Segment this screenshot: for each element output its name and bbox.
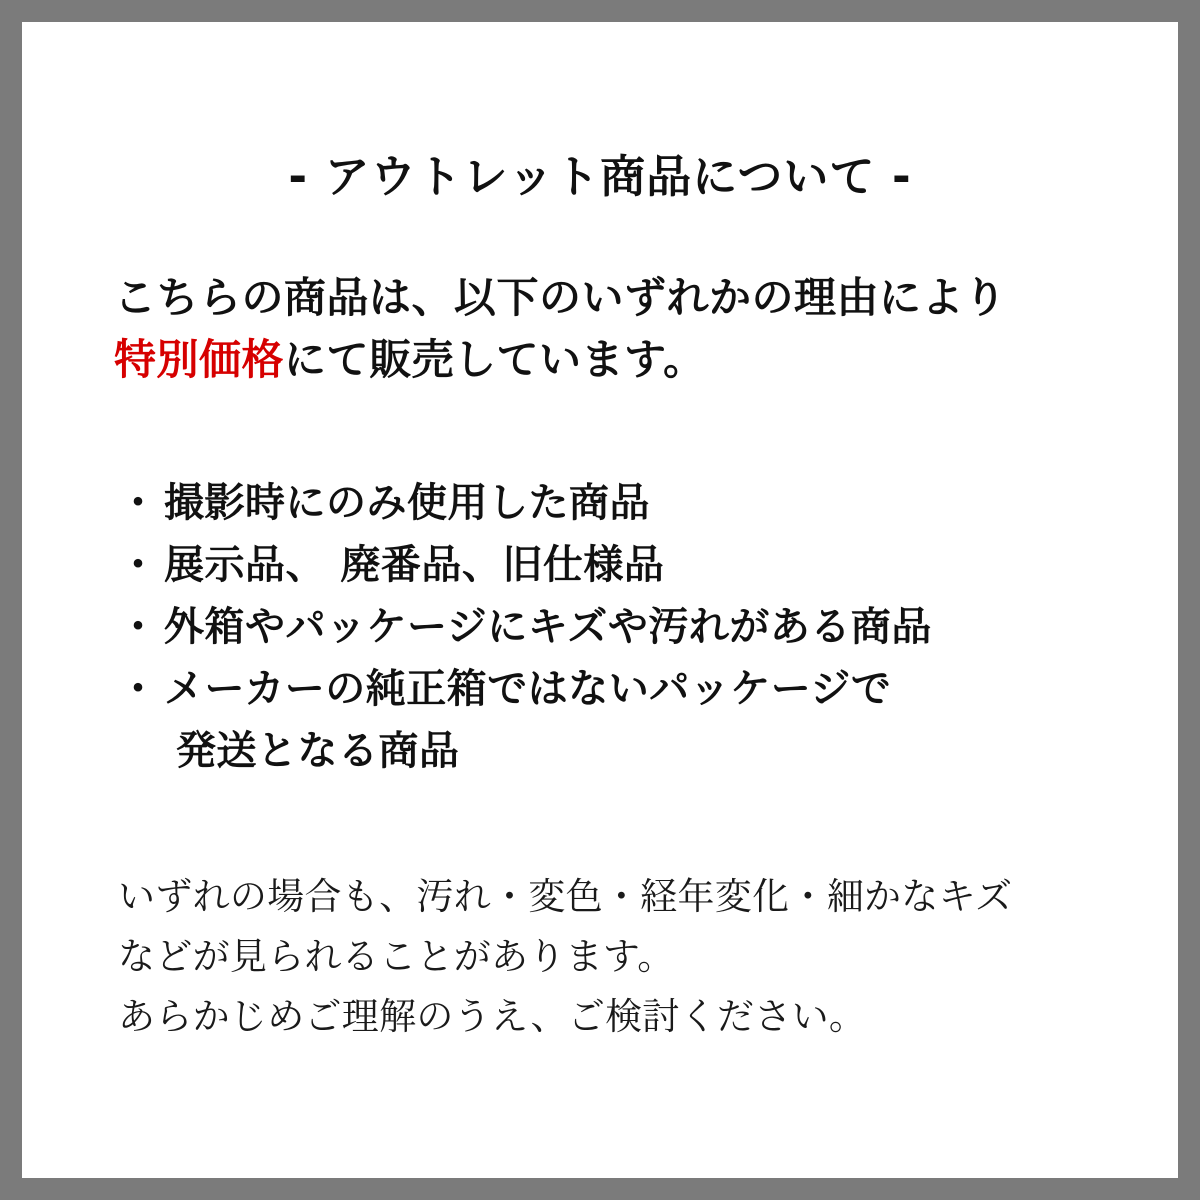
bullet-icon: ・ [118,480,159,526]
lead-paragraph [114,267,1124,391]
list-item-label: 外箱やパッケージにキズや汚れがある商品 [164,604,932,650]
bullet-icon: ・ [118,604,159,650]
list-item-label-continued: 発送となる商品 [176,728,460,774]
lead-accent-text: 特別価格 [114,335,285,385]
note-line-2: などが見られることがあります。 [118,934,675,978]
note-line-3: あらかじめご理解のうえ、ご検討ください。 [118,994,867,1038]
list-item-label: 展示品、 廃番品、旧仕様品 [164,542,665,588]
list-item [108,472,1128,534]
list-item [108,596,1128,658]
disclaimer-note [118,867,1138,1047]
list-item [108,534,1128,596]
bullet-icon: ・ [118,542,159,588]
list-item-label: メーカーの純正箱ではないパッケージで [164,666,892,712]
page-title: - アウトレット商品について - [288,150,912,203]
reason-list [108,472,1128,782]
lead-line-1: こちらの商品は、以下のいずれかの理由により [114,273,1007,322]
lead-line-2: にて販売しています。 [284,335,706,385]
note-line-1: いずれの場合も、汚れ・変色・経年変化・細かなキズ [118,875,1013,918]
list-item-label: 撮影時にのみ使用した商品 [164,480,650,526]
bullet-icon: ・ [118,666,159,712]
notice-card [22,22,1178,1178]
list-item [108,658,1128,782]
